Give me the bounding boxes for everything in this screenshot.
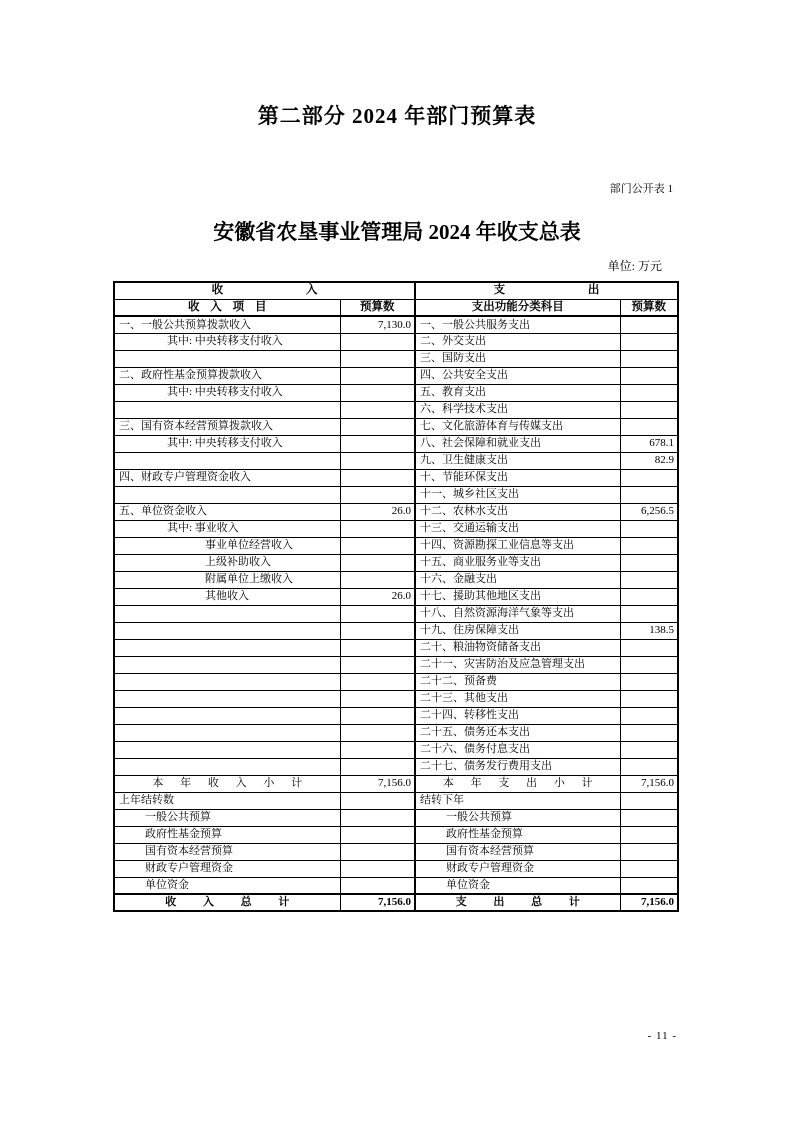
income-value-cell [340,469,415,486]
expense-value-cell [620,367,678,384]
expense-value-cell [620,571,678,588]
income-value-cell [340,758,415,775]
column-header-expense-budget: 预算数 [620,299,678,316]
expense-item-cell: 二十三、其他支出 [415,690,620,707]
expense-value-cell [620,486,678,503]
expense-item-cell: 一般公共预算 [415,809,620,826]
income-item-cell [114,690,340,707]
expense-item-cell: 五、教育支出 [415,384,620,401]
income-value-cell [340,656,415,673]
expense-item-cell: 财政专户管理资金 [415,860,620,877]
unit-note: 单位: 万元 [607,259,662,273]
income-value-cell [340,520,415,537]
income-value-cell [340,537,415,554]
income-item-cell: 上年结转数 [114,792,340,809]
column-header-income-budget: 预算数 [340,299,415,316]
expense-item-cell: 二十一、灾害防治及应急管理支出 [415,656,620,673]
table-row [114,350,678,367]
expense-item-cell: 结转下年 [415,792,620,809]
table-row [114,367,678,384]
income-item-cell: 收 入 总 计 [114,894,340,911]
income-value-cell [340,809,415,826]
table-row [114,588,678,605]
income-value-cell [340,724,415,741]
income-value-cell [340,367,415,384]
expense-value-cell [620,792,678,809]
expense-item-cell: 十九、住房保障支出 [415,622,620,639]
table-row [114,537,678,554]
expense-item-cell: 支 出 总 计 [415,894,620,911]
expense-value-cell [620,690,678,707]
table-row [114,554,678,571]
table-row [114,656,678,673]
table-row [114,520,678,537]
expense-item-cell: 二十七、债务发行费用支出 [415,758,620,775]
expense-item-cell: 四、公共安全支出 [415,367,620,384]
income-item-cell: 附属单位上缴收入 [114,571,340,588]
income-value-cell [340,333,415,350]
expense-item-cell: 七、文化旅游体育与传媒支出 [415,418,620,435]
table-row [114,860,678,877]
income-value-cell [340,452,415,469]
expense-value-cell [620,401,678,418]
expense-value-cell [620,860,678,877]
expense-value-cell [620,588,678,605]
table-row [114,775,678,792]
section-header-row [114,282,678,299]
column-header-income-item: 收 入 项 目 [114,299,340,316]
column-header-row [114,299,678,316]
table-row [114,741,678,758]
income-item-cell: 其中: 中央转移支付收入 [114,435,340,452]
table-label: 部门公开表 1 [609,183,673,195]
income-value-cell [340,418,415,435]
income-item-cell: 事业单位经营收入 [114,537,340,554]
income-item-cell: 其中: 中央转移支付收入 [114,333,340,350]
income-item-cell: 国有资本经营预算 [114,843,340,860]
income-item-cell: 四、财政专户管理资金收入 [114,469,340,486]
expense-value-cell [620,418,678,435]
income-value-cell [340,401,415,418]
table-row [114,894,678,911]
income-value-cell [340,384,415,401]
income-value-cell: 26.0 [340,588,415,605]
table-row [114,401,678,418]
income-value-cell [340,741,415,758]
income-value-cell [340,792,415,809]
income-item-cell: 其中: 中央转移支付收入 [114,384,340,401]
income-item-cell: 其中: 事业收入 [114,520,340,537]
income-item-cell: 单位资金 [114,877,340,894]
expense-value-cell [620,826,678,843]
income-item-cell: 本 年 收 入 小 计 [114,775,340,792]
table-row [114,707,678,724]
income-value-cell [340,605,415,622]
expenditure-section-header: 支 出 [415,282,678,299]
income-value-cell: 7,156.0 [340,894,415,911]
income-value-cell [340,622,415,639]
income-item-cell [114,639,340,656]
expense-value-cell [620,656,678,673]
income-item-cell [114,707,340,724]
income-item-cell: 财政专户管理资金 [114,860,340,877]
income-item-cell: 政府性基金预算 [114,826,340,843]
expense-value-cell [620,724,678,741]
table-title: 安徽省农垦事业管理局 2024 年收支总表 [213,220,581,244]
expense-item-cell: 十五、商业服务业等支出 [415,554,620,571]
income-item-cell [114,605,340,622]
expense-value-cell [620,316,678,333]
expense-value-cell [620,809,678,826]
expense-item-cell: 八、社会保障和就业支出 [415,435,620,452]
table-row [114,435,678,452]
table-row [114,503,678,520]
income-value-cell: 7,130.0 [340,316,415,333]
table-row [114,333,678,350]
expense-item-cell: 二十六、债务付息支出 [415,741,620,758]
expense-item-cell: 十三、交通运输支出 [415,520,620,537]
expense-value-cell [620,639,678,656]
income-value-cell [340,673,415,690]
expense-value-cell: 678.1 [620,435,678,452]
expense-item-cell: 本 年 支 出 小 计 [415,775,620,792]
income-value-cell [340,639,415,656]
income-value-cell [340,486,415,503]
expense-item-cell: 十八、自然资源海洋气象等支出 [415,605,620,622]
income-item-cell [114,486,340,503]
table-row [114,622,678,639]
expense-value-cell [620,537,678,554]
income-value-cell [340,707,415,724]
table-row [114,758,678,775]
table-row [114,877,678,894]
expense-item-cell: 九、卫生健康支出 [415,452,620,469]
income-item-cell: 五、单位资金收入 [114,503,340,520]
expense-item-cell: 十四、资源勘探工业信息等支出 [415,537,620,554]
expense-value-cell [620,877,678,894]
expense-item-cell: 二十四、转移性支出 [415,707,620,724]
expense-item-cell: 十二、农林水支出 [415,503,620,520]
table-row [114,639,678,656]
income-value-cell [340,843,415,860]
expense-item-cell: 六、科学技术支出 [415,401,620,418]
income-value-cell [340,554,415,571]
expense-item-cell: 二、外交支出 [415,333,620,350]
income-item-cell [114,452,340,469]
expense-value-cell [620,758,678,775]
income-item-cell [114,741,340,758]
table-row [114,809,678,826]
table-row [114,452,678,469]
income-item-cell: 其他收入 [114,588,340,605]
income-item-cell [114,401,340,418]
expense-item-cell: 二十五、债务还本支出 [415,724,620,741]
expense-item-cell: 单位资金 [415,877,620,894]
expense-item-cell: 国有资本经营预算 [415,843,620,860]
income-item-cell [114,724,340,741]
page-number: - 11 - [647,1030,677,1042]
expense-value-cell [620,350,678,367]
expense-value-cell: 7,156.0 [620,894,678,911]
expense-item-cell: 十六、金融支出 [415,571,620,588]
table-row [114,571,678,588]
income-value-cell: 7,156.0 [340,775,415,792]
income-item-cell: 一、一般公共预算拨款收入 [114,316,340,333]
income-item-cell: 三、国有资本经营预算拨款收入 [114,418,340,435]
income-value-cell [340,826,415,843]
table-row [114,316,678,333]
table-row [114,792,678,809]
expense-value-cell [620,469,678,486]
expense-item-cell: 二十、粮油物资储备支出 [415,639,620,656]
expense-value-cell [620,520,678,537]
income-item-cell: 上级补助收入 [114,554,340,571]
expense-value-cell: 7,156.0 [620,775,678,792]
income-value-cell [340,877,415,894]
income-item-cell: 二、政府性基金预算拨款收入 [114,367,340,384]
table-row [114,605,678,622]
column-header-expense-item: 支出功能分类科目 [415,299,620,316]
expense-value-cell [620,384,678,401]
income-item-cell [114,673,340,690]
expense-value-cell [620,333,678,350]
income-section-header: 收 入 [114,282,415,299]
table-row [114,384,678,401]
income-value-cell [340,350,415,367]
income-item-cell [114,350,340,367]
expense-item-cell: 三、国防支出 [415,350,620,367]
income-item-cell: 一般公共预算 [114,809,340,826]
table-row [114,724,678,741]
income-value-cell: 26.0 [340,503,415,520]
income-value-cell [340,860,415,877]
expense-item-cell: 十一、城乡社区支出 [415,486,620,503]
budget-table [113,281,679,912]
expense-value-cell [620,741,678,758]
table-row [114,690,678,707]
table-row [114,486,678,503]
expense-value-cell [620,843,678,860]
expense-item-cell: 一、一般公共服务支出 [415,316,620,333]
table-row [114,843,678,860]
table-row [114,673,678,690]
expense-value-cell [620,707,678,724]
expense-value-cell [620,554,678,571]
expense-value-cell [620,605,678,622]
table-row [114,826,678,843]
table-row [114,418,678,435]
income-value-cell [340,571,415,588]
expense-item-cell: 十七、援助其他地区支出 [415,588,620,605]
expense-item-cell: 十、节能环保支出 [415,469,620,486]
expense-item-cell: 二十二、预备费 [415,673,620,690]
income-value-cell [340,435,415,452]
income-item-cell [114,656,340,673]
income-value-cell [340,690,415,707]
income-item-cell [114,758,340,775]
expense-value-cell: 6,256.5 [620,503,678,520]
expense-value-cell: 82.9 [620,452,678,469]
expense-value-cell [620,673,678,690]
expense-item-cell: 政府性基金预算 [415,826,620,843]
expense-value-cell: 138.5 [620,622,678,639]
page-title: 第二部分 2024 年部门预算表 [257,104,537,128]
table-row [114,469,678,486]
income-item-cell [114,622,340,639]
